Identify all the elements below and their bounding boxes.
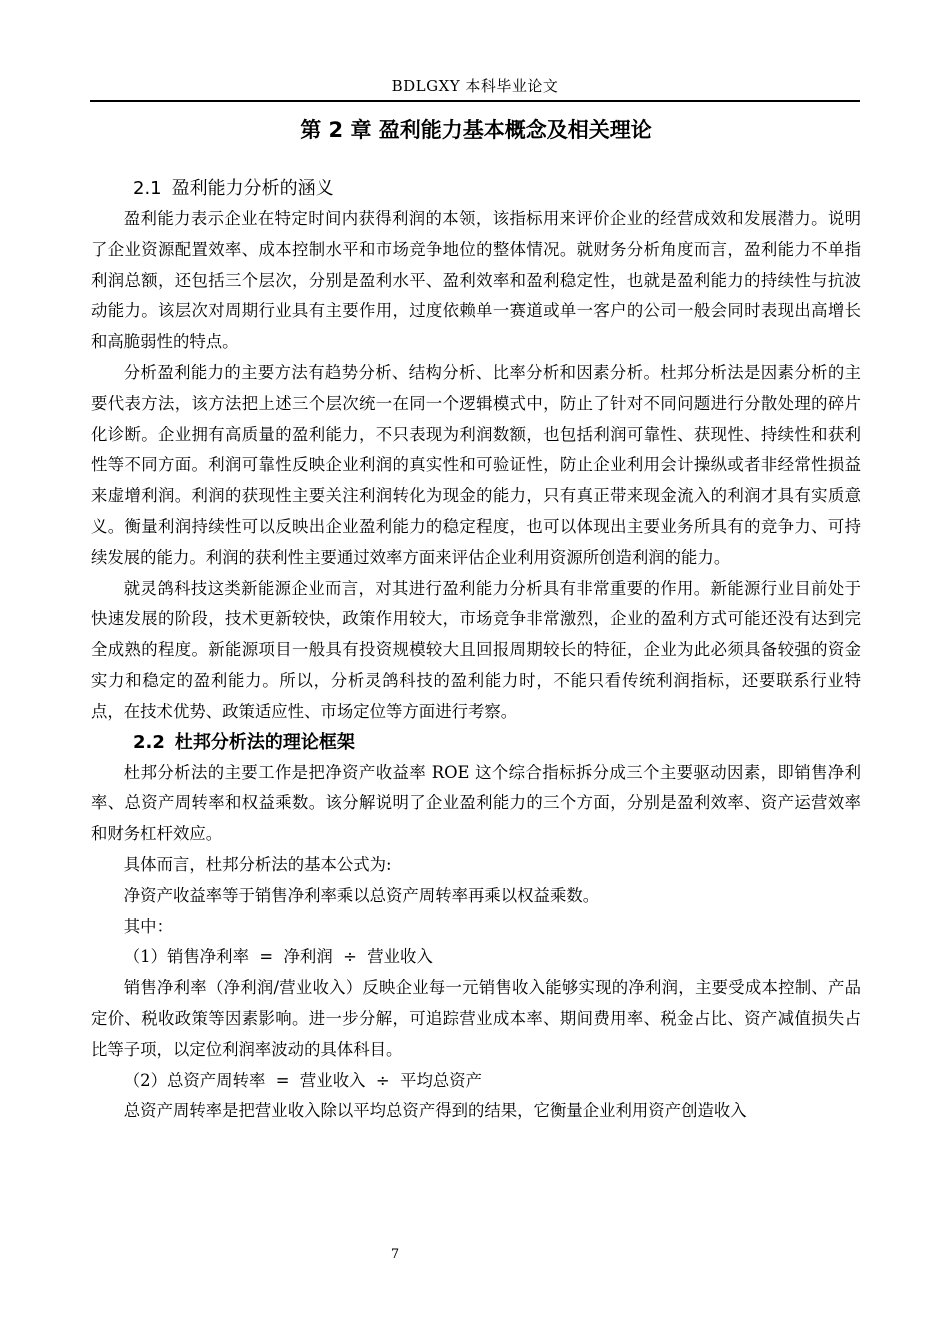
page-number: 7 xyxy=(390,1247,400,1262)
chapter-title: 第 2 章 盈利能力基本概念及相关理论 xyxy=(300,118,652,142)
paragraph: 盈利能力表示企业在特定时间内获得利润的本领，该指标用来评价企业的经营成效和发展潜力。说明了企业资源配置效率、成本控制水平和市场竞争地位的整体情况。就财务分析角度而言，盈利能力不单指利润总额，还包括三个层次，分别是盈利水平、盈利效率和盈利稳定性，也就是盈利能力的持续性与抗波动能力。该层次对周期行业具有主要作用，过度依赖单一赛道或单一客户的公司一般会同时表现出高增长和高脆弱性的特点。 xyxy=(91,209,861,352)
paragraph: 杜邦分析法的主要工作是把净资产收益率 ROE 这个综合指标拆分成三个主要驱动因素，即销售净利率、总资产周转率和权益乘数。该分解说明了企业盈利能力的三个方面，分别是盈利效率、资产运营效率和财务杠杆效应。 xyxy=(91,762,861,844)
section-title-text: 杜邦分析法的理论框架 xyxy=(174,731,355,753)
running-header: BDLGXY 本科毕业论文 xyxy=(391,77,559,95)
section-number: 2.2 xyxy=(133,731,165,753)
section-number: 2.1 xyxy=(133,178,162,199)
section-title-text: 盈利能力分析的涵义 xyxy=(171,178,334,199)
paragraph: 分析盈利能力的主要方法有趋势分析、结构分析、比率分析和因素分析。杜邦分析法是因素分析的主要代表方法，该方法把上述三个层次统一在同一个逻辑模式中，防止了针对不同问题进行分散处理的碎片化诊断。企业拥有高质量的盈利能力，不只表现为利润数额，也包括利润可靠性、获现性、持续性和获利性等不同方面。利润可靠性反映企业利润的真实性和可验证性，防止企业利用会计操纵或者非经常性损益来虚增利润。利润的获现性主要关注利润转化为现金的能力，只有真正带来现金流入的利润才具有实质意义。衡量利润持续性可以反映出企业盈利能力的稳定程度，也可以体现出主要业务所具有的竞争力、可持续发展的能力。利润的获利性主要通过效率方面来评估企业利用资源所创造利润的能力。 xyxy=(91,362,861,567)
formula-net-profit-margin: （1）销售净利率 = 净利润 ÷ 营业收入 xyxy=(123,947,433,967)
paragraph: 具体而言，杜邦分析法的基本公式为: xyxy=(123,854,392,874)
paragraph: 其中： xyxy=(123,916,173,936)
paragraph: 销售净利率（净利润/营业收入）反映企业每一元销售收入能够实现的净利润，主要受成本控制、产品定价、税收政策等因素影响。进一步分解，可追踪营业成本率、期间费用率、税金占比、资产减值损失占比等子项，以定位利润率波动的具体科目。 xyxy=(91,978,861,1059)
section-heading-2-2 xyxy=(133,728,861,758)
header-rule xyxy=(90,100,860,102)
section-heading-2-1 xyxy=(133,174,861,204)
paragraph: 就灵鸽科技这类新能源企业而言，对其进行盈利能力分析具有非常重要的作用。新能源行业目前处于快速发展的阶段，技术更新较快，政策作用较大，市场竞争非常激烈，企业的盈利方式可能还没有达到完全成熟的程度。新能源项目一般具有投资规模较大且回报周期较长的特征，企业为此必须具备较强的资金实力和稳定的盈利能力。所以，分析灵鸽科技的盈利能力时，不能只看传统利润指标，还要联系行业特点，在技术优势、政策适应性、市场定位等方面进行考察。 xyxy=(91,578,861,721)
paragraph: 净资产收益率等于销售净利率乘以总资产周转率再乘以权益乘数。 xyxy=(123,885,600,905)
formula-total-asset-turnover: （2）总资产周转率 = 营业收入 ÷ 平均总资产 xyxy=(123,1070,483,1090)
page-content xyxy=(91,110,861,1127)
paragraph: 总资产周转率是把营业收入除以平均总资产得到的结果，它衡量企业利用资产创造收入 xyxy=(123,1101,747,1121)
